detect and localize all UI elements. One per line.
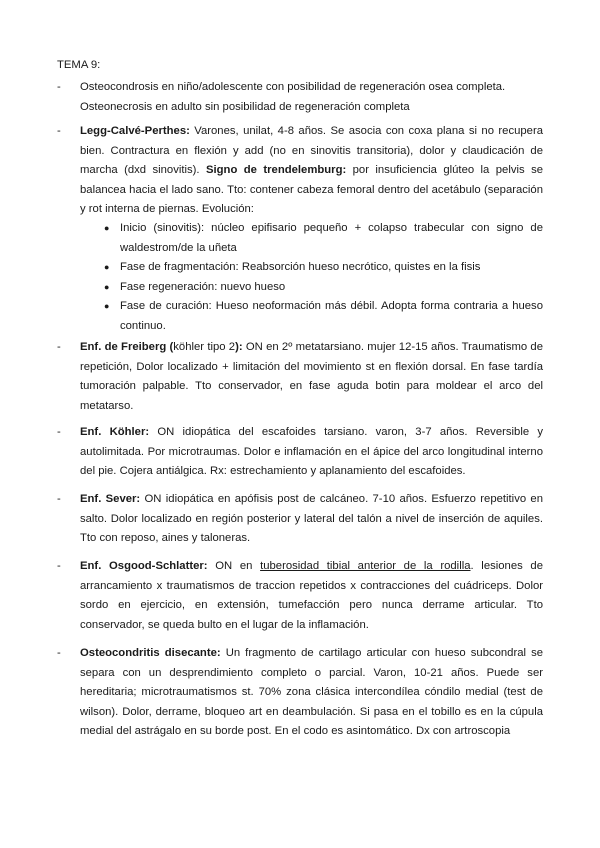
item-text <box>80 122 543 220</box>
list-item <box>57 423 543 482</box>
term: Legg-Calvé-Perthes: <box>80 125 190 137</box>
item-text <box>80 644 543 742</box>
term: Enf. Sever: <box>80 493 141 505</box>
bullet-marker: ● <box>104 262 110 272</box>
list-item <box>57 490 543 549</box>
list-item <box>57 338 543 416</box>
item-text <box>80 78 543 117</box>
bullet-marker: ● <box>104 281 110 292</box>
bullet-marker: ● <box>104 301 110 311</box>
dash-marker: - <box>57 647 61 659</box>
item-body: ON en <box>207 560 261 572</box>
item-body: Un fragmento de cartilago articular con hueso subcondral se separa con un desprendimiento completo o parcial. Varon, 10-21 años. Puede ser hereditaria; microtraumatismos st. 70% zona clásica intercondílea cóndilo medial (test de wilson). Dolor, derrame, bloqueo art en deambulación. Si pasa en el tobillo es en la cúpula medial del astrágalo en su borde post. En el codo es asintomático. Dx con artroscopia <box>80 647 543 737</box>
dash-marker: - <box>57 81 61 93</box>
bullet-item: ● Inicio (sinovitis): núcleo epifisario pequeño + colapso trabecular con signo de waldestrom/de la uñeta <box>120 219 543 258</box>
bullet-item: ● Fase de fragmentación: Reabsorción hueso necrótico, quistes en la fisis <box>120 258 543 278</box>
dash-marker: - <box>57 125 61 137</box>
term: Enf. Köhler: <box>80 426 150 438</box>
dash-marker: - <box>57 341 61 353</box>
text-line: Osteocondrosis en niño/adolescente con posibilidad de regeneración osea completa. <box>80 81 506 93</box>
list-item <box>57 644 543 742</box>
term: Signo de trendelemburg: <box>205 164 347 176</box>
item-text <box>80 338 543 416</box>
item-text <box>80 490 543 549</box>
item-body: por insuficiencia glúteo la pelvis se balancea hacia el lado sano. Tto: contener cabeza femoral dentro del acetábulo (separación y rot interna de piernas. Evolución: <box>80 164 543 215</box>
dash-marker: - <box>57 493 61 505</box>
list-item <box>57 557 543 635</box>
item-text <box>80 557 543 635</box>
term: Enf. Osgood-Schlatter: <box>80 560 208 572</box>
underlined-text: tuberosidad tibial anterior de la rodilla <box>260 560 471 572</box>
dash-marker: - <box>57 560 61 572</box>
bullet-list <box>57 219 543 336</box>
bullet-item: ● Fase de curación: Hueso neoformación más débil. Adopta forma contraria a hueso continuo. <box>120 297 543 336</box>
term: Osteocondritis disecante: <box>80 647 221 659</box>
section-title: TEMA 9: <box>57 59 101 71</box>
bullet-item: ● Fase regeneración: nuevo hueso <box>120 278 543 298</box>
text-line: Osteonecrosis en adulto sin posibilidad de regeneración completa <box>80 100 410 113</box>
term: Enf. de Freiberg ( <box>80 341 174 353</box>
item-text <box>80 423 543 482</box>
term-paren: köhler tipo 2 <box>173 341 236 353</box>
item-body: ON idiopática en apófisis post de calcáneo. 7-10 años. Esfuerzo repetitivo en salto. Dolor localizado en región posterior y lateral del talón a nivel de inserción de aquiles. Tto con reposo, aines y taloneras. <box>80 493 543 544</box>
item-body: Varones, unilat, 4-8 años. Se asocia con coxa plana si no recupera bien. Contractura en flexión y add (no en sinovitis transitoria), dolor y claudicación de marcha (dxd sinovitis). <box>80 125 543 176</box>
item-body: ON en 2º metatarsiano. mujer 12-15 años. Traumatismo de repetición, Dolor localizado + limitación del movimiento st en flexión dorsal. En fase tardía tumoración palpable. Tto conservador, en fase aguda botin para moldear el arco del metatarso. <box>80 341 543 412</box>
list-item <box>57 122 543 220</box>
item-body: ON idiopática del escafoides tarsiano. varon, 3-7 años. Reversible y autolimitada. Por microtraumas. Dolor e inflamación en el ápice del arco longitudinal interno del pie. Cojera antiálgica. Rx: estrechamiento y aplanamiento del escafoides. <box>80 426 543 477</box>
term: ): <box>235 341 243 353</box>
list-item <box>57 78 543 117</box>
item-body: . lesiones de arrancamiento x traumatismos de traccion repetidos x contracciones del cuádriceps. Dolor sordo en ejercicio, en extensión, tumefacción pero nunca derrame articular. Tto conservador, se queda bulto en el lugar de la inflamación. <box>80 560 543 631</box>
dash-marker: - <box>57 426 61 438</box>
bullet-marker: ● <box>104 223 110 233</box>
